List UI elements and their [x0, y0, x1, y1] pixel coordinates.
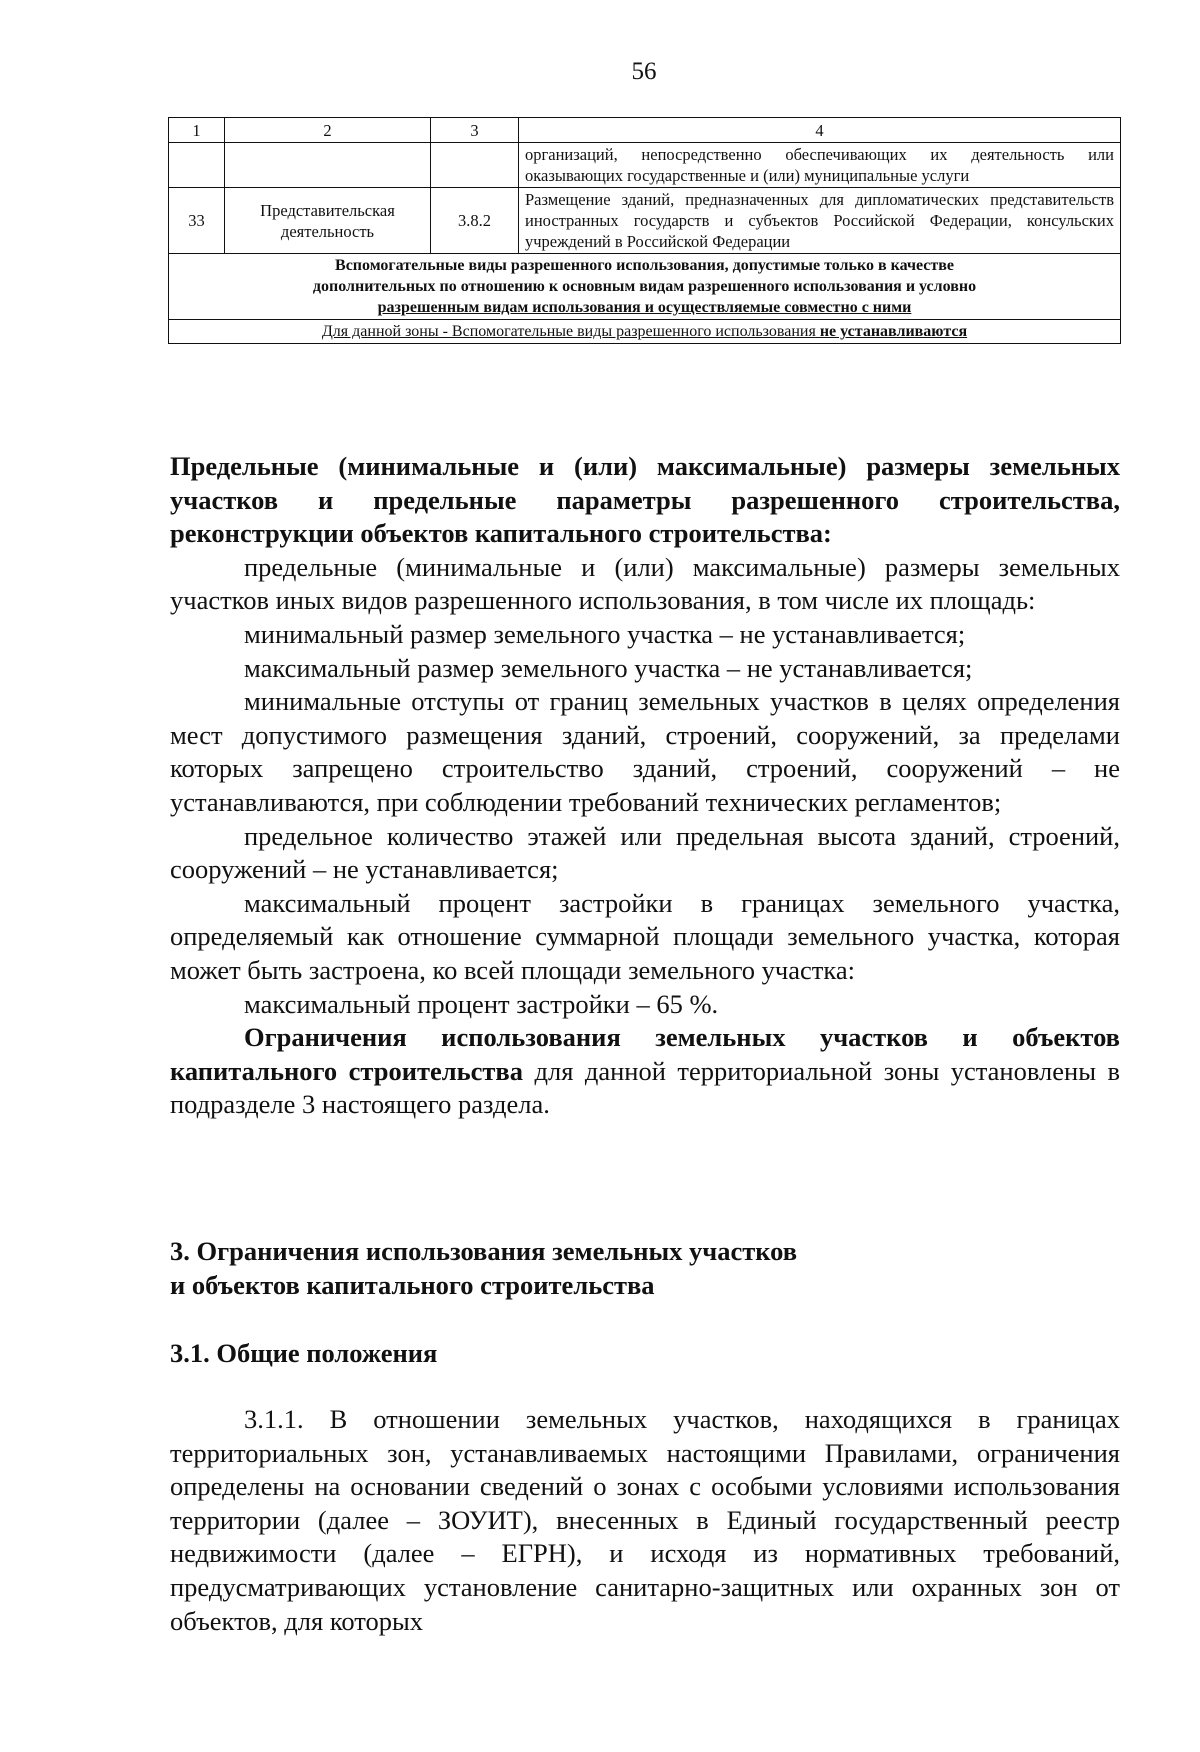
table-row [169, 143, 1121, 188]
section-3-body [170, 1403, 1120, 1638]
auxiliary-heading-line2: дополнительных по отношению к основным видам разрешенного использования и условно [312, 278, 977, 295]
section-title-line2: и объектов капитального строительства [170, 1269, 655, 1300]
subsection-3-1 [170, 1337, 1120, 1371]
land-use-table [168, 117, 1121, 344]
auxiliary-heading-line3: разрешенным видам использования и осуществляемые совместно с ними [377, 299, 912, 316]
header-cell: 4 [519, 118, 1121, 143]
paragraph: предельные (минимальные и (или) максимальные) размеры земельных участков иных видов разрешенного использования, в том числе их площадь: [170, 551, 1120, 616]
use-type-name: Представительская деятельность [225, 188, 431, 254]
section-3 [170, 1235, 1120, 1302]
section-title-line1: 3. Ограничения использования земельных участков [170, 1236, 798, 1266]
auxiliary-note-bold: не устанавливаются [819, 323, 968, 340]
page-number: 56 [631, 58, 657, 85]
empty-cell [225, 143, 431, 188]
limits-section [170, 450, 1120, 1122]
limits-heading: Предельные (минимальные и (или) максимальные) размеры земельных участков и предельные параметры разрешенного строительства, реконструкции объектов капитального строительства: [170, 451, 1120, 549]
table-row [169, 188, 1121, 254]
subsection-title: 3.1. Общие положения [170, 1338, 438, 1368]
restrictions-rest: для данной территориальной зоны установлены в подразделе 3 настоящего раздела. [170, 1055, 1120, 1120]
table-row [169, 320, 1121, 344]
paragraph: 3.1.1. В отношении земельных участков, находящихся в границах территориальных зон, устанавливаемых настоящими Правилами, ограничения определены на основании сведений о зонах с особыми условиями использования территории (далее – ЗОУИТ), внесенных в Единый государственный реестр недвижимости (далее – ЕГРН), и исходя из нормативных требований, предусматривающих установление санитарно-защитных или охранных зон от объектов, для которых [170, 1404, 1120, 1636]
paragraph: максимальный процент застройки – 65 %. [244, 988, 719, 1019]
auxiliary-uses-note [169, 320, 1121, 344]
empty-cell [431, 143, 519, 188]
paragraph: минимальный размер земельного участка – не устанавливается; [244, 618, 966, 649]
table-header-row [169, 118, 1121, 143]
auxiliary-uses-heading [169, 254, 1121, 320]
continuation-text: организаций, непосредственно обеспечивающих их деятельность или оказывающих государственные и (или) муниципальные услуги [519, 143, 1121, 188]
empty-cell [169, 143, 225, 188]
paragraph: максимальный размер земельного участка – не устанавливается; [244, 652, 973, 683]
paragraph: предельное количество этажей или предельная высота зданий, строений, сооружений – не устанавливается; [170, 820, 1120, 885]
restrictions-paragraph [170, 1021, 1120, 1122]
auxiliary-note-prefix: Для данной зоны - Вспомогательные виды разрешенного использования [321, 323, 816, 340]
header-cell: 1 [169, 118, 225, 143]
paragraph: минимальные отступы от границ земельных участков в целях определения мест допустимого размещения зданий, строений, сооружений, за пределами которых запрещено строительство зданий, строений, сооружений – не устанавливаются, при соблюдении требований технических регламентов; [170, 686, 1120, 817]
use-type-code: 3.8.2 [431, 188, 519, 254]
header-cell: 2 [225, 118, 431, 143]
use-type-description: Размещение зданий, предназначенных для дипломатических представительств иностранных государств и субъектов Российской Федерации, консульских учреждений в Российской Федерации [519, 188, 1121, 254]
row-number: 33 [169, 188, 225, 254]
restrictions-bold: Ограничения использования земельных участков и объектов капитального строительства [170, 1022, 1120, 1086]
table-row [169, 254, 1121, 320]
header-cell: 3 [431, 118, 519, 143]
paragraph: максимальный процент застройки в границах земельного участка, определяемый как отношение суммарной площади земельного участка, которая может быть застроена, ко всей площади земельного участка: [170, 887, 1120, 985]
auxiliary-heading-line1: Вспомогательные виды разрешенного использования, допустимые только в качестве [335, 257, 954, 274]
